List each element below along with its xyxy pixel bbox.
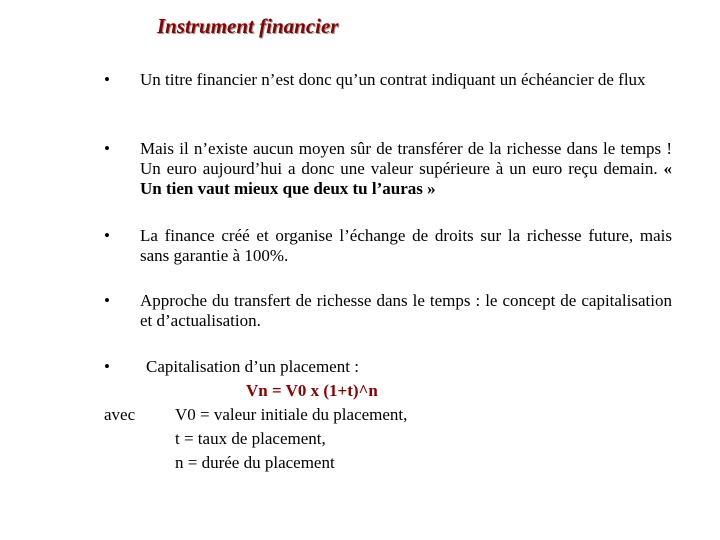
bullet-text-2 bbox=[140, 139, 672, 199]
bullet-marker: • bbox=[104, 291, 110, 310]
bullet-marker: • bbox=[104, 226, 110, 245]
formula: Vn = V0 x (1+t)^n bbox=[246, 381, 378, 400]
slide-title: Instrument financier bbox=[157, 14, 339, 38]
bullet-marker: • bbox=[104, 70, 110, 89]
definition-n: n = durée du placement bbox=[175, 453, 335, 472]
bullet-text-1: Un titre financier n’est donc qu’un contrat indiquant un échéancier de flux bbox=[140, 70, 646, 89]
avec-label: avec bbox=[104, 405, 136, 424]
bullet-marker: • bbox=[104, 139, 110, 158]
bullet-text-3: La finance créé et organise l’échange de droits sur la richesse future, mais sans garantie à 100%. bbox=[140, 226, 672, 265]
bullet-text-2-plain: Mais il n’existe aucun moyen sûr de transférer de la richesse dans le temps ! Un euro aujourd’hui a donc une valeur supérieure à un euro reçu demain. bbox=[140, 139, 672, 178]
proverb-bold: « Un tien vaut mieux que deux tu l’auras » bbox=[140, 159, 672, 198]
bullet-text-4: Approche du transfert de richesse dans le temps : le concept de capitalisation et d’actualisation. bbox=[140, 291, 672, 330]
definition-v0: V0 = valeur initiale du placement, bbox=[175, 405, 408, 424]
capitalisation-label: Capitalisation d’un placement : bbox=[146, 357, 359, 376]
definition-t: t = taux de placement, bbox=[175, 429, 326, 448]
bullet-marker: • bbox=[104, 357, 110, 376]
